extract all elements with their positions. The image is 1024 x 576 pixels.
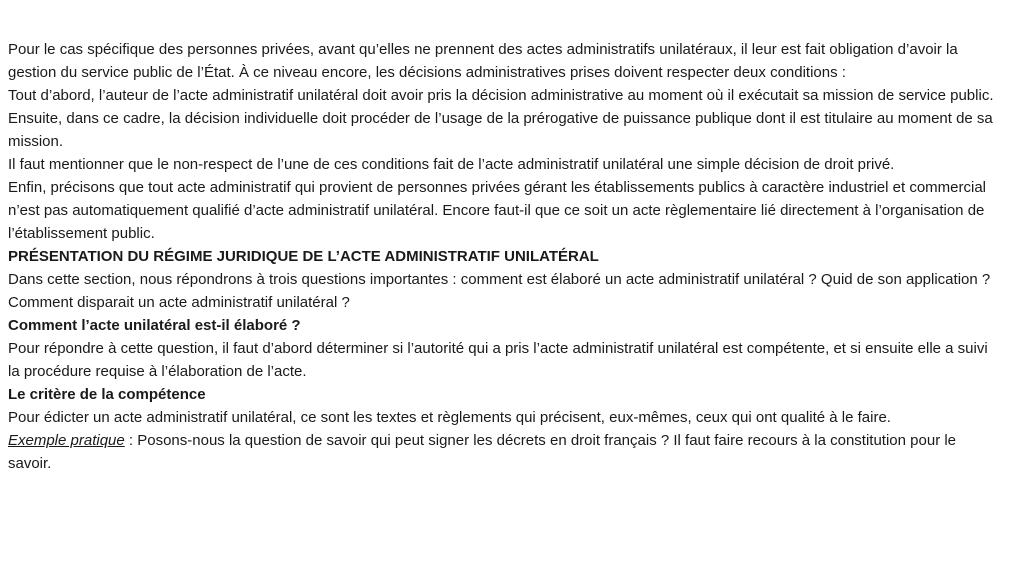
paragraph-section-intro: Dans cette section, nous répondrons à trois questions importantes : comment est élaboré un acte administratif unilatéral ? Quid de son application ? Comment disparait un acte administratif unilatéral ? (8, 271, 991, 311)
example-label: Exemple pratique (8, 432, 125, 449)
paragraph-example (8, 429, 998, 475)
paragraph-epic: Enfin, précisons que tout acte administratif qui provient de personnes privées gérant les établissements publics à caractère industriel et commercial n’est pas automatiquement qualifié d’acte administratif unilatéral. Encore faut-il que ce soit un acte règlementaire lié directement à l’organisation de l’établissement public. (8, 179, 986, 242)
paragraph-competence: Pour édicter un acte administratif unilatéral, ce sont les textes et règlements qui précisent, eux-mêmes, ceux qui ont qualité à le faire. (8, 409, 891, 426)
heading-regime-juridique: PRÉSENTATION DU RÉGIME JURIDIQUE DE L’ACTE ADMINISTRATIF UNILATÉRAL (8, 248, 599, 265)
document-body (8, 38, 998, 475)
paragraph-intro: Pour le cas spécifique des personnes privées, avant qu’elles ne prennent des actes administratifs unilatéraux, il leur est fait obligation d’avoir la gestion du service public de l’État. À ce niveau encore, les décisions administratives prises doivent respecter deux conditions : (8, 41, 958, 81)
heading-competence: Le critère de la compétence (8, 386, 206, 403)
heading-elaboration: Comment l’acte unilatéral est-il élaboré ? (8, 317, 301, 334)
paragraph-conditions: Tout d’abord, l’auteur de l’acte administratif unilatéral doit avoir pris la décision administrative au moment où il exécutait sa mission de service public. Ensuite, dans ce cadre, la décision individuelle doit procéder de l’usage de la prérogative de puissance publique dont il est titulaire au moment de sa mission. (8, 87, 994, 150)
example-text: : Posons-nous la question de savoir qui peut signer les décrets en droit français ? Il faut faire recours à la constitution pour le savoir. (8, 432, 957, 472)
paragraph-non-respect: Il faut mentionner que le non-respect de l’une de ces conditions fait de l’acte administratif unilatéral une simple décision de droit privé. (8, 156, 895, 173)
paragraph-elaboration: Pour répondre à cette question, il faut d’abord déterminer si l’autorité qui a pris l’acte administratif unilatéral est compétente, et si ensuite elle a suivi la procédure requise à l’élaboration de l’acte. (8, 340, 988, 380)
